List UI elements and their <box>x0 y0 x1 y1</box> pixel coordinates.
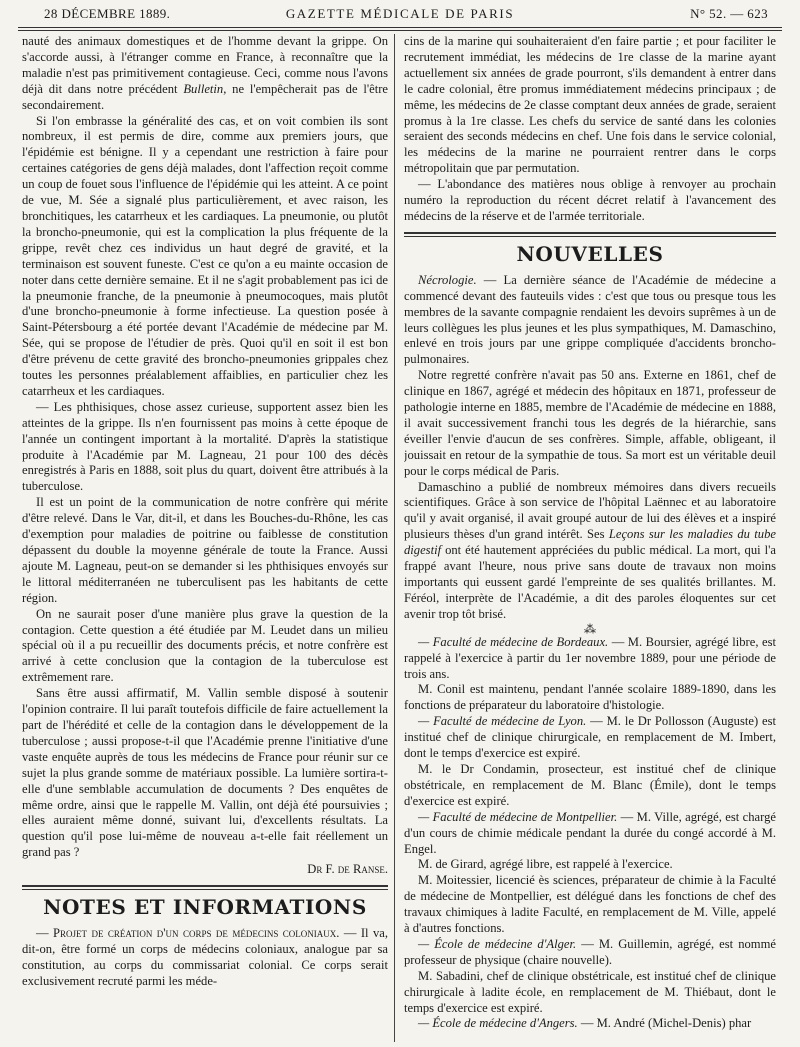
paragraph: — Faculté de médecine de Lyon. — M. le Dr Pollosson (Auguste) est institué chef de clinique chirurgicale, en remplacement de M. Imbert, dont le temps d'exercice est expiré. <box>404 714 776 761</box>
section-title-nouvelles: NOUVELLES <box>516 241 664 266</box>
section-rule-thin <box>404 236 776 237</box>
paragraph: — Faculté de médecine de Montpellier. — M. Ville, agrégé, est chargé d'un cours de chimie médicale pendant la durée du congé accordé à M. Engel. <box>404 809 776 856</box>
paragraph: M. de Girard, agrégé libre, est rappelé à l'exercice. <box>418 857 673 872</box>
section-rule-thin <box>22 889 388 890</box>
column-divider <box>394 34 395 1042</box>
page-header <box>18 4 782 26</box>
paragraph: Si l'on embrasse la généralité des cas, et on voit combien ils sont nombreux, il est permis de dire, comme aux premiers jours, que l'épidémie est bénigne. Il y a cependant une restriction à faire pour certaines catégories de gens déjà malades, dont l'affection reçoit comme un coup de fouet sous l'influence de l'épidémie qui les atteint. A ce point de vue, M. Sée a signalé plus particulièrement, et avec raison, les bronchitiques, les catarrheux et les cardiaques. La pneumonie, ou plutôt la broncho-pneumonie, qui est la complication la plus fréquente de la grippe, revêt chez ces individus un haut degré de gravité, et la terminaison est souvent funeste. C'est ce qu'on a eu mainte occasion de noter dans cette dernière semaine. Et il ne s'agit probablement pas ici de la pneumonie franche, de la pneumonie à pneumocoques, mais plutôt d'une broncho-pneumonie à forme infectieuse. La question posée à Saint-Pétersbourg a été portée devant l'Académie de médecine par M. Sée, qui se propose de l'étudier de près. Quoi qu'il en soit il est bon d'être prévenu de cette gravité des broncho-pneumonies grippales chez toutes les personnes préalablement affaiblies, en particulier chez les catarrheux et les cardiaques. <box>22 113 388 398</box>
paragraph: — Les phthisiques, chose assez curieuse, supportent assez bien les atteintes de la grippe. Ils n'en fournissent pas moins à cette époque de l'année un contingent important à la mortalité. D'après la statistique produite à l'Académie par M. Lagneau, 21 pour 100 des décès enregistrés à Paris en 1888, soit plus du quart, doivent être attribués à la tuberculose. <box>22 399 388 494</box>
paragraph: — Faculté de médecine de Bordeaux. — M. Boursier, agrégé libre, est rappelé à l'exercice à partir du 1er novembre 1889, pour une période de trois ans. <box>404 634 776 681</box>
paragraph: Sans être aussi affirmatif, M. Vallin semble disposé à soutenir l'opinion contraire. Il lui paraît toutefois difficile de faire actuellement la part de l'hérédité et celle de la contagion dans le développement de la tuberculose ; aussi propose-t-il que l'Académie prenne l'initiative d'une vaste enquête auprès de tous les médecins de France pour réunir sur ce sujet la plus grande somme de matériaux possible. La lumière sortira-t-elle d'une semblable accumulation de documents ? Des enquêtes de même ordre, ainsi que le rappelle M. Vallin, ont déjà été poursuivies ; elles auraient même donné, suivant lui, d'excellents résultats. La question qu'il pose lui-même de nouveau a-t-elle fait réellement un grand pas ? <box>22 686 388 860</box>
asterism-separator: ⁂ <box>584 621 596 636</box>
issue-number-page: N° 52. — 623 <box>690 6 768 21</box>
section-rule <box>404 232 776 234</box>
paragraph: — École de médecine d'Alger. — M. Guillemin, agrégé, est nommé professeur de physique (chaire nouvelle). <box>404 936 776 967</box>
header-rule-double <box>18 30 782 31</box>
paragraph: Il est un point de la communication de notre confrère qui mérite d'être relevé. Dans le Var, dit-il, et dans les Bouches-du-Rhône, les cas d'exemption pour maladies de poitrine ou faiblesse de constitution dépassent du double la moyenne générale de toute la France. Aussi ajoute M. Lagneau, peut-on se demander si les phthisiques envoyés sur le littoral méditerranéen ne tuberculisent pas les habitants de cette région. <box>22 495 388 605</box>
paragraph: M. Conil est maintenu, pendant l'année scolaire 1889-1890, dans les fonctions de préparateur du laboratoire d'histologie. <box>404 682 776 713</box>
journal-title: GAZETTE MÉDICALE DE PARIS <box>285 6 515 21</box>
header-rule <box>18 27 782 28</box>
paragraph: M. Moitessier, licencié ès sciences, préparateur de chimie à la Faculté de médecine de Montpellier, est délégué dans les fonctions de chef des travaux chimiques à ladite Faculté, en remplacement de M. Ville, appelé à d'autres fonctions. <box>404 873 776 936</box>
paragraph: On ne saurait poser d'une manière plus grave la question de la contagion. Cette question a été étudiée par M. Leudet dans un milieu spécial où il a pu recueillir des documents précis, et notre confrère est arrivé à cette conclusion que la contagion de la tuberculose est extrêmement rare. <box>22 606 388 685</box>
paragraph: nauté des animaux domestiques et de l'homme devant la grippe. On s'accorde aussi, à l'étranger comme en France, à reconnaître que la maladie n'est pas primitivement contagieuse. Ceci, comme nous l'avons déjà dit dans notre précédent Bulletin, ne l'empêcherait pas de l'être secondairement. <box>22 34 388 112</box>
paragraph: M. le Dr Condamin, prosecteur, est institué chef de clinique obstétricale, en remplacement de M. Blanc (Émile), dont le temps d'exercice est expiré. <box>404 761 776 808</box>
paragraph: — Projet de création d'un corps de médecins coloniaux. — Il va, dit-on, être formé un corps de médecins coloniaux, analogue par sa constitution, au corps du commissariat colonial. Ce corps serait exclusivement recruté parmi les méde- <box>22 925 388 988</box>
paragraph: Notre regretté confrère n'avait pas 50 ans. Externe en 1861, chef de clinique en 1867, agrégé et médecin des hôpitaux en 1871, professeur de pathologie interne en 1885, membre de l'Académie de médecine en 1888, il avait successivement franchi tous les degrés de la hiérarchie, sans éveiller l'envie d'aucun de ses confrères. Simple, affable, obligeant, il jouissait en retour de la sympathie de tous. Sa mort est un véritable deuil pour le corps médical de Paris. <box>404 368 776 478</box>
paragraph: Damaschino a publié de nombreux mémoires dans divers recueils scientifiques. Grâce à son service de l'hôpital Laënnec et au laboratoire qu'il y avait organisé, il avait groupé autour de lui des élèves et a inspiré plusieurs thèses d'un grand intérêt. Ses Leçons sur les maladies du tube digestif ont été hautement appréciées du public médical. La mort, qui l'a frappé avant l'heure, nous prive sans doute de travaux non moins importants qui eussent gardé l'empreinte de ses qualités brillantes. M. Féréol, interprète de l'Académie, a dit des paroles éloquentes sur cet avenir trop tôt brisé. <box>404 479 776 621</box>
paragraph: Nécrologie. — La dernière séance de l'Académie de médecine a commencé devant des fauteuils vides : c'est que tous ou presque tous les membres de la savante compagnie rendaient les devoirs suprêmes à un de leurs collègues les plus jeunes et les plus sympathiques, M. Damaschino, enlevé en trois jours par une grippe compliquée d'accidents broncho-pulmonaires. <box>404 272 776 367</box>
author-signature: Dr F. de Ranse. <box>307 862 388 877</box>
paragraph: M. Sabadini, chef de clinique obstétricale, est institué chef de clinique chirurgicale à ladite école, en remplacement de M. Thiébaut, dont le temps d'exercice est expiré. <box>404 968 776 1015</box>
section-rule <box>22 885 388 887</box>
left-column <box>22 34 388 1040</box>
right-column <box>404 34 776 1040</box>
section-title-notes: NOTES ET INFORMATIONS <box>43 895 367 920</box>
issue-date: 28 DÉCEMBRE 1889. <box>44 6 171 21</box>
paragraph: — École de médecine d'Angers. — M. André (Michel-Denis) phar <box>418 1016 752 1031</box>
paragraph: — L'abondance des matières nous oblige à renvoyer au prochain numéro la reproduction du récent décret relatif à l'avancement des médecins de la réserve et de l'armée territoriale. <box>404 177 776 223</box>
paragraph: cins de la marine qui souhaiteraient d'en faire partie ; et pour faciliter le recrutement immédiat, les médecins de 1re classe de la marine ayant actuellement six années de grade pourront, s'ils demandent à entrer dans le cadre colonial, être promus immédiatement médecins principaux ; de même, les médecins de 2e classe comptant deux années de grade, seraient promus à la 1re classe. Les chefs du service de santé dans les colonies seraient des seconds médecins en chef. Une fois dans le service colonial, les médecins de la marine ne pourraient rentrer dans le corps métropolitain que par permutation. <box>404 34 776 176</box>
